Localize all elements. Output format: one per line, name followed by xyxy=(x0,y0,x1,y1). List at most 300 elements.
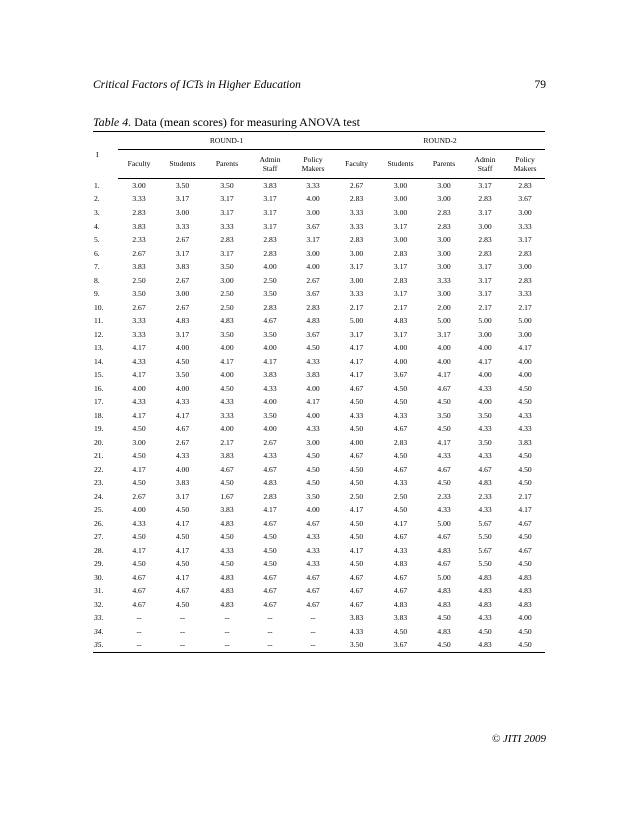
table-cell: 4.17 xyxy=(175,545,190,555)
table-cell: 4.50 xyxy=(437,613,451,623)
table-cell: 4.33 xyxy=(132,518,146,528)
table-cell: 4.00 xyxy=(393,356,408,366)
table-cell: 4.50 xyxy=(393,626,408,636)
table-cell: 4.83 xyxy=(220,599,234,609)
table-cell: 2.67 xyxy=(132,248,146,258)
table-cell: 3.00 xyxy=(306,207,320,217)
table-cell: 4.00 xyxy=(132,383,146,393)
running-title: Critical Factors of ICTs in Higher Education xyxy=(93,79,301,91)
table-row xyxy=(93,274,545,288)
table-cell: 4.67 xyxy=(175,586,190,596)
table-cell: 4.67 xyxy=(263,316,277,326)
table-cell: 4.50 xyxy=(349,478,364,488)
table-cell: 4.50 xyxy=(518,383,532,393)
table-cell: 3.00 xyxy=(393,194,408,204)
table-row xyxy=(93,530,545,544)
table-cell: 4.17 xyxy=(349,356,364,366)
table-cell: 3.83 xyxy=(175,478,190,488)
table-cell: 3.00 xyxy=(306,248,320,258)
table-cell: 4.50 xyxy=(437,397,451,407)
table-cell: 2.67 xyxy=(132,491,146,501)
table-cell: 2.83 xyxy=(437,221,451,231)
table-cell: 4.00 xyxy=(306,505,320,515)
table-cell: 4.67 xyxy=(393,572,408,582)
table-cell: 4.33 xyxy=(306,356,320,366)
table-cell: 4.50 xyxy=(349,532,364,542)
row-index: 21. xyxy=(94,451,104,461)
table-cell: 4.17 xyxy=(349,370,364,380)
table-cell: 2.67 xyxy=(175,302,190,312)
row-index: 2. xyxy=(94,194,100,204)
table-cell: 4.33 xyxy=(306,532,320,542)
table-cell: 4.17 xyxy=(175,572,190,582)
table-cell: 2.67 xyxy=(175,275,190,285)
table-cell: 2.83 xyxy=(263,235,277,245)
table-cell: 3.17 xyxy=(478,262,492,272)
table-cell: 4.50 xyxy=(518,464,532,474)
table-cell: 3.17 xyxy=(349,329,364,339)
table-cell: 3.00 xyxy=(478,221,492,231)
row-index: 15. xyxy=(94,370,104,380)
table-cell: 4.33 xyxy=(220,545,234,555)
table-row xyxy=(93,422,545,436)
table-cell: 3.83 xyxy=(220,505,234,515)
table-cell: 3.50 xyxy=(263,329,277,339)
table-cell: 2.17 xyxy=(220,437,234,447)
table-cell: 3.17 xyxy=(349,262,364,272)
table-cell: 4.83 xyxy=(465,639,505,653)
table-cell: 3.00 xyxy=(393,235,408,245)
table-cell: 4.50 xyxy=(132,559,146,569)
table-row xyxy=(93,612,545,626)
table-cell: 4.00 xyxy=(478,343,492,353)
table-cell: 3.50 xyxy=(220,180,234,190)
table-cell: 3.50 xyxy=(437,410,451,420)
table-cell: 3.50 xyxy=(175,370,190,380)
row-index: 13. xyxy=(94,343,104,353)
table-cell: 4.17 xyxy=(349,343,364,353)
table-cell: 4.17 xyxy=(349,545,364,555)
table-row xyxy=(93,193,545,207)
row-index: 5. xyxy=(94,235,100,245)
table-cell: 4.33 xyxy=(349,626,364,636)
table-cell: 4.00 xyxy=(478,397,492,407)
table-cell: 3.67 xyxy=(518,194,532,204)
table-cell: 4.67 xyxy=(437,532,451,542)
table-cell: 5.00 xyxy=(437,316,451,326)
table-cell: 4.83 xyxy=(478,586,492,596)
table-cell: 3.00 xyxy=(132,437,146,447)
table-cell: 4.17 xyxy=(518,343,532,353)
table-cell: 4.33 xyxy=(220,397,234,407)
table-cell: 4.50 xyxy=(518,397,532,407)
table-cell: 4.50 xyxy=(132,532,146,542)
table-cell: 4.67 xyxy=(132,572,146,582)
table-row xyxy=(93,260,545,274)
table-cell: 2.33 xyxy=(478,491,492,501)
table-cell: 3.00 xyxy=(518,329,532,339)
table-cell: 3.17 xyxy=(263,207,277,217)
table-cell: 4.50 xyxy=(306,343,320,353)
table-cell: 2.00 xyxy=(437,302,451,312)
table-cell: 3.83 xyxy=(518,437,532,447)
table-cell: 2.83 xyxy=(263,302,277,312)
table-cell: 3.00 xyxy=(437,235,451,245)
table-cell: 4.17 xyxy=(349,505,364,515)
table-cell: 4.83 xyxy=(518,599,532,609)
table-row xyxy=(93,287,545,301)
index-header: I xyxy=(93,132,118,179)
table-cell: -- xyxy=(136,613,142,623)
table-cell: 4.83 xyxy=(478,478,492,488)
table-cell: 4.67 xyxy=(306,599,320,609)
table-cell: 3.00 xyxy=(478,329,492,339)
table-row xyxy=(93,544,545,558)
table-cell: 3.83 xyxy=(263,370,277,380)
table-cell: 3.83 xyxy=(306,370,320,380)
table-cell: 3.50 xyxy=(263,289,277,299)
row-index: 32. xyxy=(94,599,104,609)
table-cell: 2.33 xyxy=(132,235,146,245)
table-cell: 3.00 xyxy=(175,289,190,299)
table-cell: 2.67 xyxy=(263,437,277,447)
table-cell: 4.33 xyxy=(349,410,364,420)
table-cell: 4.17 xyxy=(132,545,146,555)
table-cell: 4.50 xyxy=(263,532,277,542)
table-cell: 2.83 xyxy=(132,207,146,217)
table-cell: 3.17 xyxy=(306,235,320,245)
table-row xyxy=(93,517,545,531)
table-cell: 2.33 xyxy=(437,491,451,501)
table-cell: 4.50 xyxy=(306,478,320,488)
table-cell: 4.67 xyxy=(518,545,532,555)
row-index: 10. xyxy=(94,302,104,312)
row-index: 16. xyxy=(94,383,104,393)
table-row xyxy=(93,436,545,450)
table-cell: 4.00 xyxy=(518,370,532,380)
table-row xyxy=(93,449,545,463)
table-cell: 3.00 xyxy=(393,207,408,217)
table-cell: 5.00 xyxy=(349,316,364,326)
table-cell: 4.83 xyxy=(263,478,277,488)
table-cell: 3.50 xyxy=(220,262,234,272)
table-row xyxy=(93,639,545,653)
table-cell: 3.17 xyxy=(478,180,492,190)
table-cell: 3.67 xyxy=(306,289,320,299)
table-cell: 4.50 xyxy=(220,478,234,488)
table-cell: 4.17 xyxy=(175,518,190,528)
table-cell: 4.17 xyxy=(437,437,451,447)
row-index: 1. xyxy=(94,180,100,190)
table-cell: 3.00 xyxy=(220,275,234,285)
table-cell: 3.33 xyxy=(349,289,364,299)
table-row xyxy=(93,584,545,598)
table-cell: 4.00 xyxy=(518,613,532,623)
table-cell: 4.00 xyxy=(349,437,364,447)
table-cell: 3.17 xyxy=(263,194,277,204)
table-cell: 4.50 xyxy=(518,451,532,461)
table-cell: 3.17 xyxy=(478,289,492,299)
table-cell: 4.33 xyxy=(393,410,408,420)
table-cell: 4.67 xyxy=(306,572,320,582)
table-cell: 4.17 xyxy=(437,370,451,380)
table-cell: 4.50 xyxy=(220,532,234,542)
table-cell: 3.17 xyxy=(220,207,234,217)
table-cell: 4.67 xyxy=(132,599,146,609)
table-cell: 4.33 xyxy=(132,397,146,407)
table-cell: 3.17 xyxy=(478,207,492,217)
table-cell: 3.33 xyxy=(220,221,234,231)
table-cell: 3.50 xyxy=(478,437,492,447)
row-index: 3. xyxy=(94,207,100,217)
table-cell: 4.83 xyxy=(220,586,234,596)
table-cell: 3.83 xyxy=(175,262,190,272)
column-header-row xyxy=(93,150,545,179)
table-cell: 4.50 xyxy=(349,518,364,528)
column-header: Admin Staff xyxy=(249,150,291,179)
table-cell: 2.83 xyxy=(349,235,364,245)
table-cell: 4.33 xyxy=(518,424,532,434)
table-cell: 5.50 xyxy=(478,532,492,542)
table-cell: -- xyxy=(310,626,316,636)
table-cell: 3.67 xyxy=(393,370,408,380)
table-cell: 2.67 xyxy=(349,180,364,190)
table-cell: 3.83 xyxy=(132,221,146,231)
row-index: 14. xyxy=(94,356,104,366)
row-index: 26. xyxy=(94,518,104,528)
table-cell: 3.67 xyxy=(306,329,320,339)
table-cell: 4.83 xyxy=(437,545,451,555)
row-index: 19. xyxy=(94,424,104,434)
table-cell: 4.33 xyxy=(393,545,408,555)
table-cell: 4.00 xyxy=(518,356,532,366)
column-header: Parents xyxy=(205,150,249,179)
table-cell: 4.83 xyxy=(518,572,532,582)
table-cell: 5.67 xyxy=(478,545,492,555)
table-cell: 4.50 xyxy=(175,505,190,515)
table-caption xyxy=(93,115,360,130)
table-cell: 4.50 xyxy=(175,559,190,569)
column-header: Admin Staff xyxy=(465,150,505,179)
table-cell: 4.50 xyxy=(349,559,364,569)
table-cell: 3.00 xyxy=(437,248,451,258)
table-cell: 2.83 xyxy=(263,491,277,501)
table-cell: 3.17 xyxy=(220,194,234,204)
table-cell: 4.00 xyxy=(478,370,492,380)
table-cell: 4.50 xyxy=(393,451,408,461)
table-cell: 5.67 xyxy=(478,518,492,528)
table-cell: 3.17 xyxy=(175,491,190,501)
table-cell: 4.33 xyxy=(132,356,146,366)
table-cell: 3.17 xyxy=(175,329,190,339)
table-cell: 4.33 xyxy=(263,383,277,393)
row-index: 9. xyxy=(94,289,100,299)
table-cell: 3.00 xyxy=(393,180,408,190)
table-cell: 4.67 xyxy=(263,464,277,474)
table-cell: 4.83 xyxy=(518,586,532,596)
row-index: 29. xyxy=(94,559,104,569)
table-caption-text: Data (mean scores) for measuring ANOVA test xyxy=(131,115,360,129)
column-header: Students xyxy=(378,150,423,179)
table-cell: 4.67 xyxy=(263,599,277,609)
table-cell: 3.17 xyxy=(437,329,451,339)
table-cell: 2.83 xyxy=(518,275,532,285)
table-cell: 2.50 xyxy=(349,491,364,501)
table-cell: 4.67 xyxy=(437,464,451,474)
table-cell: -- xyxy=(179,626,186,636)
table-cell: 4.67 xyxy=(393,586,408,596)
row-index: 28. xyxy=(94,545,104,555)
table-cell: 3.00 xyxy=(349,248,364,258)
column-header: Policy Makers xyxy=(291,150,335,179)
table-cell: 2.83 xyxy=(478,194,492,204)
table-cell: 4.67 xyxy=(478,464,492,474)
table-cell: -- xyxy=(291,639,335,653)
row-index: 17. xyxy=(94,397,104,407)
column-header: Parents xyxy=(423,150,465,179)
table-cell: 3.17 xyxy=(393,329,408,339)
table-cell: 2.67 xyxy=(175,235,190,245)
table-cell: 4.50 xyxy=(349,397,364,407)
table-cell: 4.50 xyxy=(478,626,492,636)
table-cell: 4.00 xyxy=(263,424,277,434)
table-row xyxy=(93,220,545,234)
table-cell: 4.00 xyxy=(220,343,234,353)
table-cell: 4.50 xyxy=(393,397,408,407)
table-cell: 4.50 xyxy=(132,478,146,488)
table-cell: 2.17 xyxy=(518,491,532,501)
table-cell: 2.50 xyxy=(220,289,234,299)
table-cell: 4.00 xyxy=(306,410,320,420)
table-cell: 3.17 xyxy=(393,262,408,272)
table-cell: 2.50 xyxy=(263,275,277,285)
table-row xyxy=(93,314,545,328)
table-cell: 3.33 xyxy=(132,316,146,326)
table-cell: 4.67 xyxy=(263,518,277,528)
column-header: Policy Makers xyxy=(505,150,545,179)
table-cell: 3.17 xyxy=(478,275,492,285)
table-cell: 3.50 xyxy=(175,180,190,190)
table-cell: 4.00 xyxy=(220,424,234,434)
table-cell: 3.00 xyxy=(175,207,190,217)
table-row xyxy=(93,368,545,382)
table-cell: 3.00 xyxy=(349,275,364,285)
round-2-header: ROUND-2 xyxy=(335,132,545,150)
table-cell: 4.17 xyxy=(175,410,190,420)
table-cell: 3.33 xyxy=(518,221,532,231)
table-cell: 3.33 xyxy=(437,275,451,285)
table-cell: -- xyxy=(118,639,160,653)
table-cell: 4.67 xyxy=(349,586,364,596)
table-cell: 3.50 xyxy=(220,329,234,339)
table-cell: 2.67 xyxy=(175,437,190,447)
round-1-header: ROUND-1 xyxy=(118,132,335,150)
row-index: 22. xyxy=(94,464,104,474)
row-index: 4. xyxy=(94,221,100,231)
table-cell: 2.67 xyxy=(132,302,146,312)
row-index: 30. xyxy=(94,572,104,582)
column-header: Faculty xyxy=(335,150,378,179)
table-cell: 4.17 xyxy=(306,397,320,407)
table-cell: 4.50 xyxy=(263,545,277,555)
table-row xyxy=(93,490,545,504)
table-cell: 4.17 xyxy=(478,356,492,366)
table-cell: 2.17 xyxy=(393,302,408,312)
table-cell: 4.33 xyxy=(478,613,492,623)
table-cell: 4.83 xyxy=(220,572,234,582)
table-cell: 4.00 xyxy=(437,343,451,353)
table-cell: 5.00 xyxy=(437,572,451,582)
table-cell: 4.33 xyxy=(478,424,492,434)
row-index: 23. xyxy=(94,478,104,488)
table-row xyxy=(93,557,545,571)
table-cell: 4.83 xyxy=(393,599,408,609)
table-cell: 3.17 xyxy=(518,235,532,245)
table-cell: 4.67 xyxy=(437,559,451,569)
column-header: Faculty xyxy=(118,150,160,179)
table-cell: 3.17 xyxy=(393,221,408,231)
table-cell: 3.33 xyxy=(306,180,320,190)
table-cell: 4.33 xyxy=(306,559,320,569)
table-row xyxy=(93,625,545,639)
table-cell: 4.50 xyxy=(132,424,146,434)
table-cell: 3.83 xyxy=(220,451,234,461)
table-cell: 4.50 xyxy=(437,478,451,488)
table-cell: 4.50 xyxy=(132,451,146,461)
table-cell: 2.83 xyxy=(220,235,234,245)
table-cell: -- xyxy=(267,626,273,636)
table-cell: 2.50 xyxy=(132,275,146,285)
table-cell: 3.33 xyxy=(175,221,190,231)
table-cell: 3.00 xyxy=(518,207,532,217)
table-cell: 2.83 xyxy=(306,302,320,312)
table-cell: 2.83 xyxy=(478,235,492,245)
row-index: 12. xyxy=(94,329,104,339)
anova-data-table xyxy=(93,131,545,653)
table-cell: 4.00 xyxy=(306,262,320,272)
table-cell: 4.50 xyxy=(175,532,190,542)
row-index: 6. xyxy=(94,248,100,258)
table-row xyxy=(93,233,545,247)
table-cell: 3.50 xyxy=(132,289,146,299)
row-index: 18. xyxy=(94,410,104,420)
table-cell: 4.50 xyxy=(518,478,532,488)
table-cell: 2.83 xyxy=(263,248,277,258)
table-cell: 2.17 xyxy=(478,302,492,312)
table-cell: 4.17 xyxy=(220,356,234,366)
table-cell: 3.33 xyxy=(132,194,146,204)
table-cell: 3.83 xyxy=(349,613,364,623)
table-cell: 2.50 xyxy=(220,302,234,312)
table-cell: 4.67 xyxy=(263,572,277,582)
table-cell: 5.00 xyxy=(478,316,492,326)
table-cell: 3.00 xyxy=(306,437,320,447)
table-cell: 4.83 xyxy=(437,599,451,609)
table-row xyxy=(93,247,545,261)
table-cell: 4.50 xyxy=(393,383,408,393)
table-cell: 4.00 xyxy=(393,343,408,353)
table-cell: 4.00 xyxy=(263,262,277,272)
table-cell: 4.33 xyxy=(306,545,320,555)
table-cell: 4.50 xyxy=(393,505,408,515)
table-cell: 2.83 xyxy=(478,248,492,258)
table-cell: 5.00 xyxy=(437,518,451,528)
table-cell: 2.17 xyxy=(518,302,532,312)
table-cell: 4.50 xyxy=(349,464,364,474)
table-cell: 4.67 xyxy=(349,451,364,461)
table-row xyxy=(93,301,545,315)
table-cell: 2.67 xyxy=(306,275,320,285)
